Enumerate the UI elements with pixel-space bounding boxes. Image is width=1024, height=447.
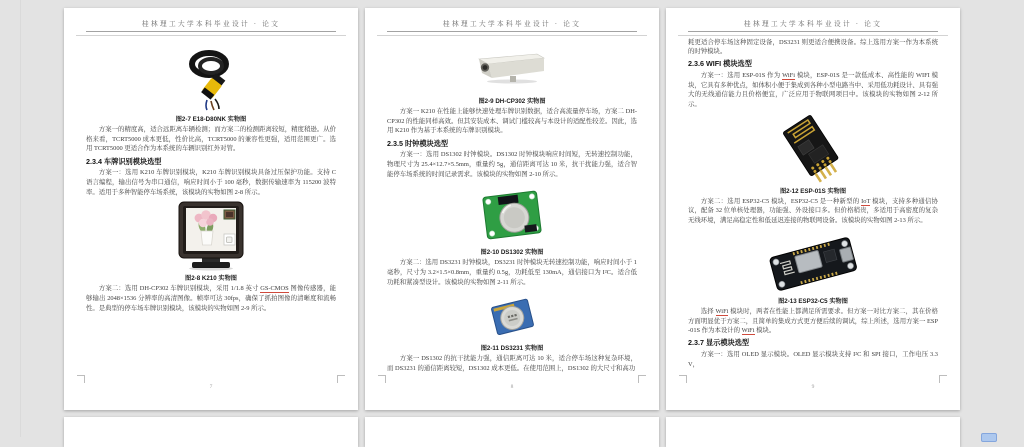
spellcheck-token: GS-CMOS — [260, 285, 289, 293]
figure-2-12-caption: 图2-12 ESP-01S 实物图 — [779, 187, 847, 195]
k210-module-photo — [172, 201, 250, 271]
ds3231-module-photo — [484, 294, 540, 340]
heading-2-3-6: 2.3.6 WIFI 模块选型 — [688, 59, 752, 69]
ds1302-module-photo — [476, 186, 548, 244]
header-rule — [387, 31, 637, 32]
figure-2-7 — [86, 48, 336, 112]
figure-2-13-caption: 图2-13 ESP32-C5 实物图 — [778, 297, 848, 305]
figure-2-9-caption: 图2-9 DH-CP302 实物图 — [478, 98, 546, 105]
header-rule — [688, 31, 938, 32]
paragraph-sensor-compare: 方案一的精度高，适合远距离车辆检测；而方案二的检测距离较短，精度稍逊。从价格来看，TCRT5000 成本更低，性价比高，TCRT5000 的兼容性更强，适用范围更广。选用 TCRT5000 更适合作为本系统的车辆识别红外对管。 — [86, 126, 336, 153]
figure-2-11-caption: 图2-11 DS3231 实物图 — [480, 345, 544, 353]
paragraph-dhcp302: 方案二：选用 DH-CP302 车牌识别模块，采用 1/1.8 英寸 GS-CMOS 图像传感器，能够输出 2048×1536 分辨率的高清图像。帧率可达 30fps，确保了抓拍图像的清晰度和流畅性。是典型的停车场车牌识别模块，该模块的实物如图 2-9 所示。 — [86, 285, 336, 312]
document-page-4[interactable] — [64, 417, 358, 447]
paragraph-ds1302: 方案一：选用 DS1302 时钟模块。DS1302 时钟模块响应时间短，无转速控制功能，物理尺寸为 25.4×12.7×5.5mm，重量约 5g，通信距离可达 10 米，抗干扰能力强，适合智能停车场系统的时间记录需求。该模块的实物如图 2-10 所示。 — [387, 151, 637, 178]
figure-2-8 — [86, 201, 336, 271]
paragraph-clock-conclusion: 耗更适合停车场这种固定设备，DS3231 则更适合便携设备。综上选用方案一作为本系统的时钟模块。 — [688, 38, 938, 56]
esp-01s-module-photo — [776, 117, 850, 183]
figure-2-8-caption: 图2-8 K210 实物图 — [185, 275, 237, 283]
esp32-c5-board-photo — [764, 233, 862, 293]
page-number: 9 — [811, 384, 815, 390]
pane-divider — [20, 0, 21, 437]
document-page-3[interactable] — [666, 8, 960, 410]
heading-2-3-5: 2.3.5 时钟模块选型 — [387, 138, 449, 148]
figure-2-10-caption: 图2-10 DS1302 实物图 — [480, 249, 544, 257]
paragraph-esp32c5: 方案二：选用 ESP32-C5 模块，ESP32-C5 是一种新型的 IoT 模块，支持多种通信协议，配备 32 位单核处理器，功能强、外设接口多。但价格稍贵，多适用于高密度的复杂无线环境，满足高稳定性和低延迟连接的物联网设备。该模块的实物如图 2-13 所示。 — [688, 197, 938, 225]
page-header: 桂林理工大学本科毕业设计 · 论文 — [442, 21, 582, 28]
figure-2-10 — [387, 186, 637, 244]
paragraph-wifi-choice: 选择 WiFi 模块时，两者在性能上都满足所需要求。但方案一对比方案二，其在价格方面明显优于方案二，且简单的集成方式更方便后续的调试，综上所述，选用方案一 ESP-01S 作为本设计的 WiFi 模块。 — [688, 307, 938, 335]
page-header: 桂林理工大学本科毕业设计 · 论文 — [743, 21, 883, 28]
margin-mark-bottom-left — [77, 375, 85, 383]
spellcheck-token: IoT — [861, 197, 871, 205]
e18-d80nk-sensor-photo — [182, 48, 240, 112]
paragraph-esp01s: 方案一：选用 ESP-01S 作为 WiFi 模块，ESP-01S 是一款低成本、高性能的 WIFI 模块，它具有多种优点，如体积小便于集成到各种小型电路当中、采用低功耗设计、具有强大的无线通信能力且价格便宜，广泛应用于物联网项目中。该模块的实物如图 2-12 所示。 — [688, 71, 938, 109]
figure-2-9 — [387, 52, 637, 84]
header-rule-light — [377, 35, 647, 36]
figure-2-11 — [387, 294, 637, 340]
paragraph-clock-compare: 方案一 DS1302 的抗干扰能力强，通信距离可达 10 米，适合停车场这种复杂环境，而 DS3231 的通信距离较短，DS1302 成本更低。在使用范围上，DS1302 的大尺寸和高功 — [387, 355, 637, 373]
margin-mark-bottom-left — [378, 375, 386, 383]
spellcheck-token: WiFi — [715, 307, 729, 315]
figure-2-7-caption: 图2-7 E18-D80NK 实物图 — [175, 116, 247, 123]
margin-mark-bottom-right — [939, 375, 947, 383]
margin-mark-bottom-right — [337, 375, 345, 383]
spellcheck-token: WiFi — [741, 327, 755, 335]
heading-2-3-4: 2.3.4 车牌识别模块选型 — [86, 156, 162, 166]
heading-2-3-7: 2.3.7 显示模块选型 — [688, 338, 750, 348]
header-rule — [86, 31, 336, 32]
header-rule-light — [76, 35, 346, 36]
page-number: 8 — [510, 384, 514, 390]
document-page-1[interactable] — [64, 8, 358, 410]
paragraph-ds3231: 方案二：选用 DS3231 时钟模块，DS3231 时钟模块无转速控制功能，响应时间小于 1 毫秒，尺寸为 3.2×1.5×0.8mm，重量约 0.5g，功耗低至 130mA，通信接口为 I²C。适合低功耗和紧凑型设计。该模块的实物如图 2-11 所示。 — [387, 259, 637, 286]
floating-widget[interactable] — [981, 433, 997, 442]
paragraph-plate-compare: 方案一 K210 在性能上能够快速处理车牌识别数据，适合高流量停车场，方案二 DH-CP302 的性能同样高效。但其安装成本、调试门槛较高与本设计的适配性较差。因此，选用 K210 作为基于本系统的车牌识别模块。 — [387, 108, 637, 135]
margin-mark-bottom-left — [679, 375, 687, 383]
header-rule-light — [678, 35, 948, 36]
spellcheck-token: WiFi — [782, 71, 796, 79]
figure-2-12 — [688, 117, 938, 183]
document-page-6[interactable] — [666, 417, 960, 447]
document-page-5[interactable] — [365, 417, 659, 447]
page-header: 桂林理工大学本科毕业设计 · 论文 — [141, 21, 281, 28]
paragraph-oled: 方案一：选用 OLED 显示模块。OLED 显示模块支持 I²C 和 SPI 接口，工作电压 3.3V， — [688, 350, 938, 368]
document-page-2[interactable] — [365, 8, 659, 410]
figure-2-13 — [688, 233, 938, 293]
page-number: 7 — [209, 384, 213, 390]
dh-cp302-camera-photo — [474, 52, 550, 84]
paragraph-k210: 方案一：选用 K210 车牌识别模块，K210 车牌识别模块具备过压保护功能。支持 C 语言编程，输出信号为串口通信，响应时间小于 100 毫秒，数据传输速率为 115200 波特率。适用于多种智能停车场系统，该模块的实物如图 2-8 所示。 — [86, 169, 336, 196]
margin-mark-bottom-right — [638, 375, 646, 383]
